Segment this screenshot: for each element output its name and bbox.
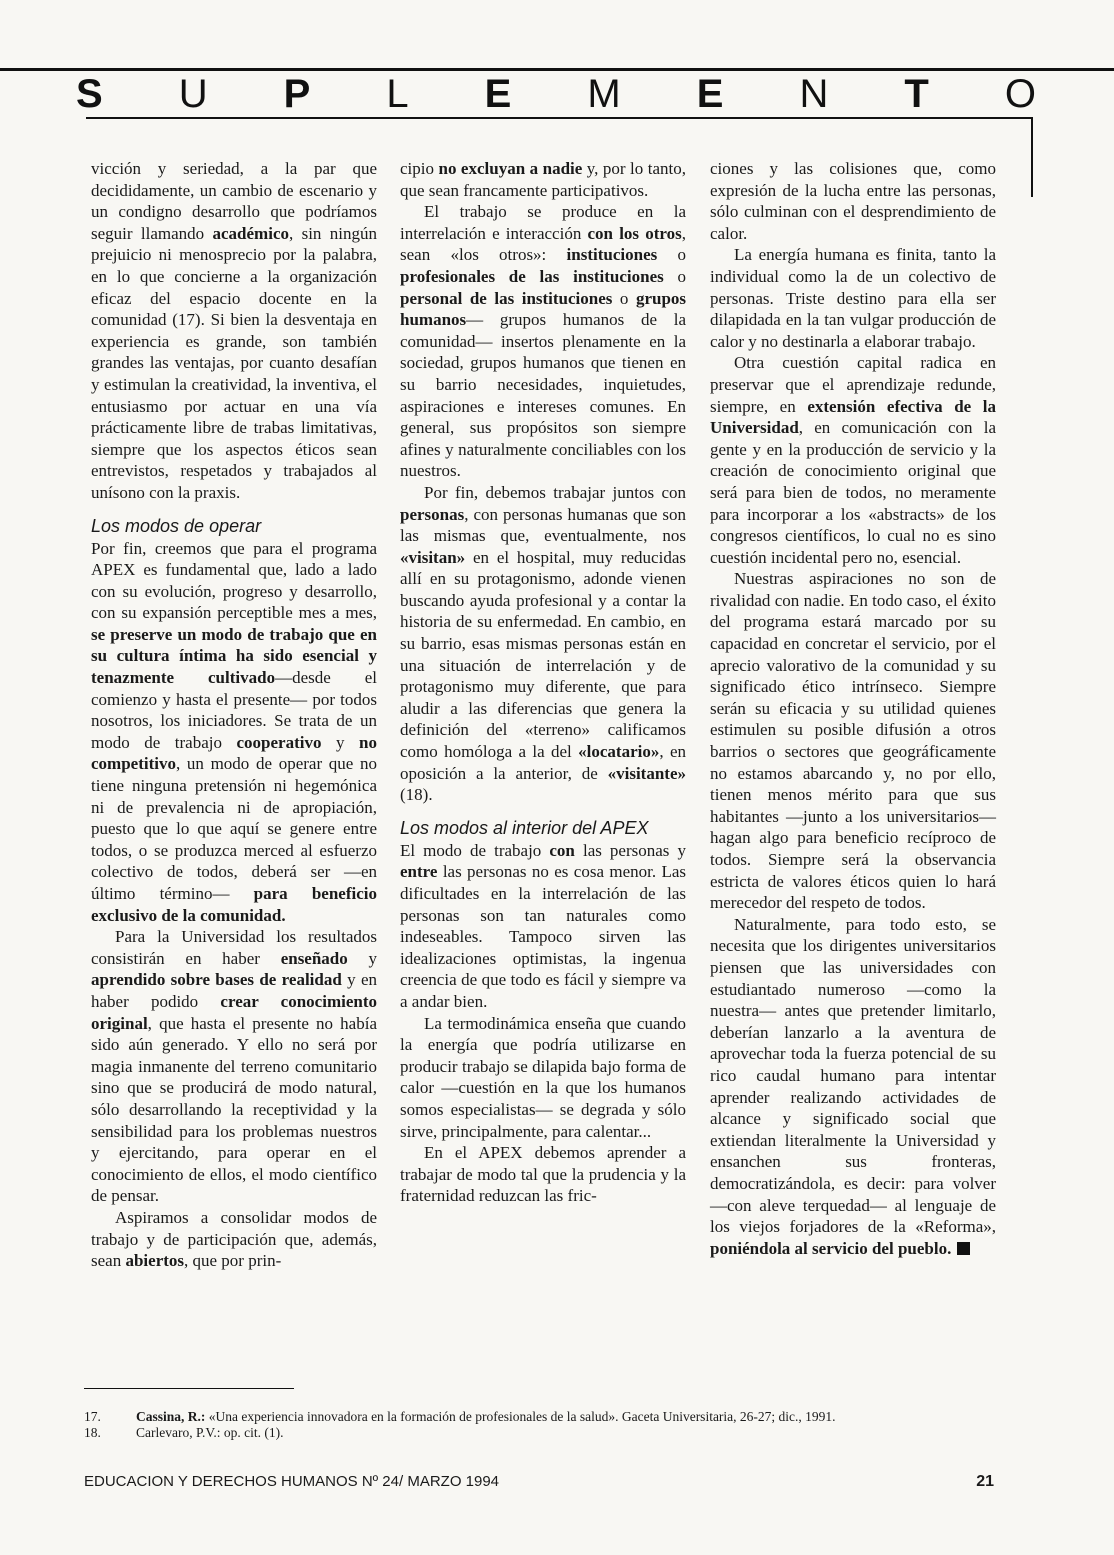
masthead-letter: M (587, 72, 621, 116)
footnote-author: Carlevaro, P.V.: (136, 1425, 221, 1440)
frame-rule-top (86, 117, 1033, 119)
footnote-item (84, 1425, 1024, 1441)
article-column-1 (91, 158, 377, 1272)
paragraph: Para la Universidad los resultados consistirán en haber enseñado y aprendido sobre bases de realidad y en haber podido crear conocimiento original, que hasta el presente no había sido aún generado. Y ello no será por magia inmanente del terreno comunitario sino que se producirá de modo natural, sólo desarrollando la receptividad y la sensibilidad para los problemas nuestros y ejercitando, para operar en el conocimiento de ellos, el modo científico de pensar. (91, 927, 378, 1206)
paragraph: ciones y las colisiones que, como expresión de la lucha entre las personas, sólo culminan con el desprendimiento de calor. (710, 159, 996, 243)
paragraph: En el APEX debemos aprender a trabajar de modo tal que la prudencia y la fraternidad reduzcan las fric- (400, 1143, 686, 1206)
frame-rule-right (1031, 117, 1033, 197)
footnote-item (84, 1409, 1024, 1425)
footnote-author: Cassina, R.: (136, 1409, 206, 1424)
publication-line: EDUCACION Y DERECHOS HUMANOS Nº 24/ MARZO 1994 (84, 1473, 500, 1490)
paragraph-text: Naturalmente, para todo esto, se necesita que los dirigentes universitarios piensen que las universidades con estudiantado numeroso —como la nuestra— antes que pretender limitarlo, deberían lanzarlo a la aventura de aprovechar toda la fuerza potencial de su rico caudal humano para intentar aprender realizando actividades de alcance y significado social que extiendan literalmente la Universidad y ensanchen sus fronteras, democratizándola, es decir: para volver —con aleve terquedad— al lenguaje de los viejos forjadores de la «Reforma», poniéndola al servicio del pueblo. (710, 914, 996, 1258)
footnote-text (136, 1425, 284, 1441)
paragraph: Por fin, creemos que para el programa APEX es fundamental que, lado a lado con su evolución, progreso y desarrollo, con su expansión perceptible mes a mes, se preserve un modo de trabajo que en su cultura íntima ha sido esencial y tenazmente cultivado—desde el comienzo y hasta el presente— por todos nosotros, los iniciadores. Se trata de un modo de trabajo cooperativo y no competitivo, un modo de operar que no tiene ninguna pretensión ni hegemónica ni de prevalencia ni de apropiación, puesto que lo que aquí se genere entre todos, o se produzca merced al esfuerzo colectivo de todos, deberá ser —en último término— para beneficio exclusivo de la comunidad. (91, 538, 377, 925)
masthead-letter: P (283, 72, 311, 116)
masthead-letter: U (178, 72, 208, 116)
masthead-letter: E (696, 72, 724, 116)
masthead-letter: S (76, 72, 103, 116)
masthead-letter: E (484, 72, 512, 116)
paragraph: Por fin, debemos trabajar juntos con personas, con personas humanas que son las mismas que, eventualmente, nos «visitan» en el hospital, muy reducidas allí en su protagonismo, adonde vienen buscando ayuda profesional y a contar la historia de su enfermedad. En cambio, en su barrio, esas mismas personas están en una situación de interrelación y de protagonismo muy diferente, que para aludir a las diferencias que genera la definición del «terreno» calificamos como homóloga a la del «locatario», en oposición a la anterior, de «visitante» (18). (400, 482, 686, 805)
article-column-2 (400, 158, 686, 1207)
top-rule (0, 68, 1114, 71)
paragraph: cipio no excluyan a nadie y, por lo tanto, que sean francamente participativos. (400, 159, 686, 200)
page-number: 21 (976, 1473, 994, 1490)
paragraph: La termodinámica enseña que cuando la energía que podría utilizarse en producir trabajo se dilapida bajo forma de calor —cuestión en la que los humanos somos especialistas— se degrada y sólo sirve, principalmente, para calentar... (400, 1013, 686, 1141)
page-footer (84, 1473, 994, 1491)
masthead-letter: N (799, 72, 829, 116)
paragraph-final (710, 914, 996, 1260)
footnote-rule (84, 1388, 294, 1389)
masthead-letter: L (386, 72, 409, 116)
section-heading: Los modos de operar (91, 515, 262, 536)
article-column-3 (710, 158, 996, 1259)
masthead-suplemento (76, 72, 1036, 116)
paragraph: vicción y seriedad, a la par que decididamente, un cambio de escenario y un condigno desarrollo que podríamos seguir llamando académico, sin ningún prejuicio ni menosprecio por la palabra, en lo que concierne a la organización eficaz del espacio docente en la comunidad (17). Si bien la desventaja en experiencia es grande, son también grandes las ventajas, por cuanto desafían y estimulan la creatividad, la inventiva, el entusiasmo por actuar en una vía prácticamente libre de trabas limitativas, siempre que los aspectos éticos sean entrevistos, respetados y trabajados al unísono con la praxis. (91, 159, 378, 502)
paragraph: Nuestras aspiraciones no son de rivalidad con nadie. En todo caso, el éxito del programa estará marcado por su capacidad en concretar el servicio, por el aprecio valorativo de la comunidad y su significado ético intrínseco. Siempre serán su eficacia y su utilidad quienes estimulen su posible difusión a otros barrios o sectores que geográficamente no estamos abarcando y, no por ello, tienen menos mérito para que sus habitantes —junto a los universitarios— hagan algo para beneficio recíproco de todos. Siempre será la observancia estricta de valores éticos quien lo hará merecedor del respeto de todos. (710, 569, 996, 913)
masthead-letter: T (904, 72, 929, 116)
footnote-number: 17. (84, 1409, 101, 1424)
footnote-citation: op. cit. (1). (220, 1425, 284, 1440)
footnote-text (136, 1409, 836, 1425)
footnote-number: 18. (84, 1425, 101, 1440)
paragraph: La energía humana es finita, tanto la individual como la de un colectivo de personas. Triste destino para ella ser dilapidada en la tan vulgar producción de calor y no destinarla a elaborar trabajo. (710, 245, 996, 351)
paragraph: El modo de trabajo con las personas y entre las personas no es cosa menor. Las dificultades en la interrelación de las personas son tan naturales como indeseables. Tampoco sirven las idealizaciones optimistas, la ingenua creencia de que todo es fácil y siempre va a andar bien. (400, 840, 686, 1011)
paragraph: Otra cuestión capital radica en preservar que el aprendizaje redunde, siempre, en extensión efectiva de la Universidad, en comunicación con la gente y en la producción de servicio y la creación de conocimiento original que será para bien de todos, no meramente para incorporar a los «abstracts» de los congresos científicos, lo cual no es sino cuestión incidental pero no, esencial. (710, 353, 997, 567)
footnote-citation: «Una experiencia innovadora en la formación de profesionales de la salud». Gaceta Universitaria, 26-27; dic., 1991. (205, 1409, 836, 1424)
masthead-letter: O (1004, 72, 1036, 116)
paragraph: Aspiramos a consolidar modos de trabajo y de participación que, además, sean abiertos, que por prin- (91, 1207, 377, 1271)
paragraph: El trabajo se produce en la interrelación e interacción con los otros, sean «los otros»: instituciones o profesionales de las instituciones o personal de las instituciones o grupos humanos— grupos humanos de la comunidad— insertos plenamente en la sociedad, grupos humanos que tienen en su barrio necesidades, inquietudes, aspiraciones e intereses comunes. En general, sus propósitos son siempre afines y naturalmente conciliables con los nuestros. (400, 202, 687, 481)
footnotes (84, 1409, 1024, 1441)
end-of-article-square-icon (957, 1242, 970, 1255)
section-heading: Los modos al interior del APEX (400, 817, 649, 838)
